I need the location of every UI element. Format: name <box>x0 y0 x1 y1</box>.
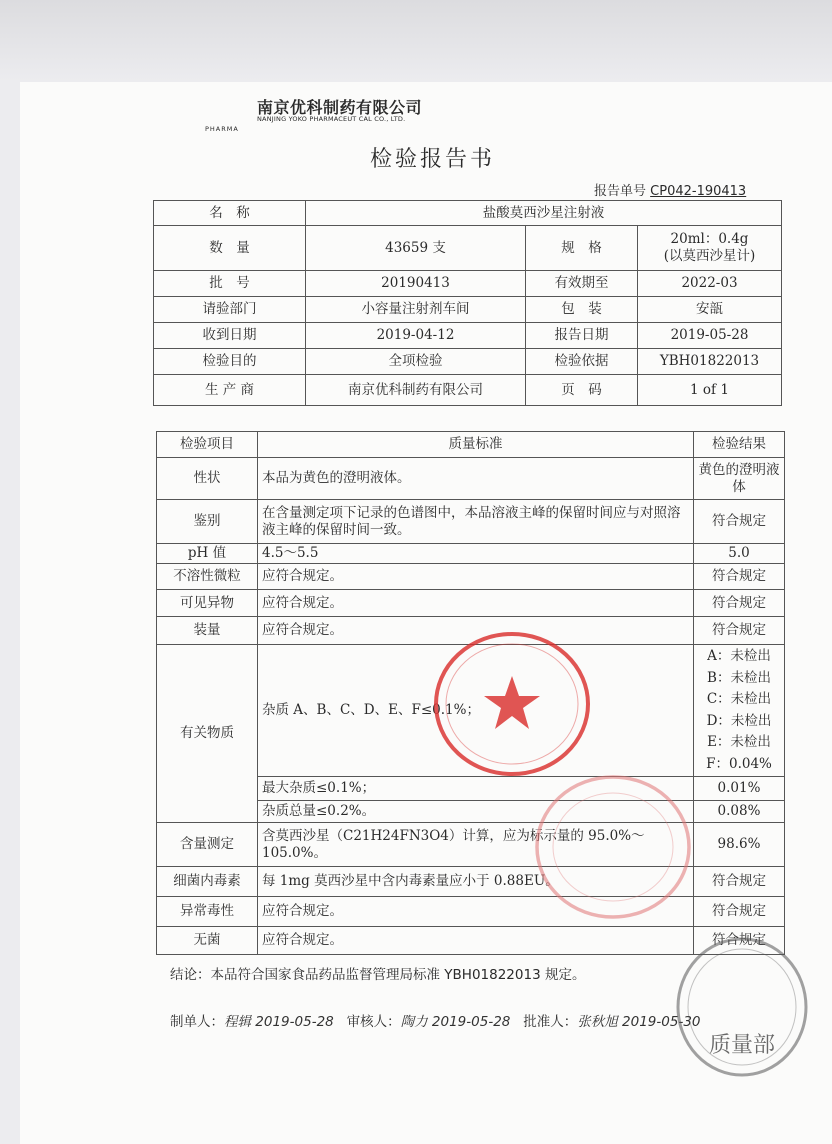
department-stamp-text: 质量部 <box>708 1033 776 1058</box>
recv-label: 收到日期 <box>154 323 306 349</box>
test-item: 无菌 <box>157 927 258 955</box>
signature-line <box>170 1010 810 1030</box>
result-impurity-c: C：未检出 <box>706 691 772 707</box>
report-number <box>594 180 746 199</box>
table-row <box>157 823 785 867</box>
test-result: 符合规定 <box>694 590 785 617</box>
maker-signature: 程辑 2019-05-28 <box>224 1014 334 1030</box>
info-table <box>153 200 782 406</box>
table-row <box>157 927 785 955</box>
test-standard: 最大杂质≤0.1%； <box>258 777 694 801</box>
result-impurity-a: A：未检出 <box>707 648 771 664</box>
test-standard: 4.5～5.5 <box>258 544 694 564</box>
test-result: 符合规定 <box>694 500 785 544</box>
test-result: 5.0 <box>694 544 785 564</box>
test-result: 0.01% <box>694 777 785 801</box>
conclusion: 结论：本品符合国家食品药品监督管理局标准 YBH01822013 规定。 <box>170 967 586 983</box>
tests-table <box>156 431 785 955</box>
spec-label: 规 格 <box>526 226 638 271</box>
test-result: 符合规定 <box>694 927 785 955</box>
company-pharma-mark: PHARMA <box>205 125 239 133</box>
company-name-en: NANJING YOKO PHARMACEUT CAL CO., LTD. <box>257 115 406 123</box>
test-standard: 每 1mg 莫西沙星中含内毒素量应小于 0.88EU。 <box>258 867 694 897</box>
test-result: 98.6% <box>694 823 785 867</box>
test-item: 有关物质 <box>157 645 258 823</box>
test-result: 符合规定 <box>694 897 785 927</box>
test-item: 可见异物 <box>157 590 258 617</box>
expiry-value: 2022-03 <box>638 271 782 297</box>
header-result: 检验结果 <box>694 432 785 458</box>
test-result: 黄色的澄明液体 <box>694 458 785 500</box>
test-standard: 本品为黄色的澄明液体。 <box>258 458 694 500</box>
test-result: 符合规定 <box>694 564 785 590</box>
maker-value: 南京优科制药有限公司 <box>306 375 526 406</box>
test-standard: 杂质总量≤0.2%。 <box>258 801 694 823</box>
pack-value: 安瓿 <box>638 297 782 323</box>
pack-label: 包 装 <box>526 297 638 323</box>
maker-label: 生 产 商 <box>154 375 306 406</box>
approver-signature: 张秋旭 2019-05-30 <box>577 1014 701 1030</box>
test-standard: 含莫西沙星（C21H24FN3O4）计算，应为标示量的 95.0%～105.0%。 <box>258 823 694 867</box>
name-label: 名 称 <box>154 201 306 226</box>
result-impurity-d: D：未检出 <box>706 712 772 729</box>
test-item: 装量 <box>157 617 258 645</box>
test-item: 性状 <box>157 458 258 500</box>
report-number-value: CP042-190413 <box>650 184 747 199</box>
dept-value: 小容量注射剂车间 <box>306 297 526 323</box>
table-row <box>157 564 785 590</box>
test-standard: 应符合规定。 <box>258 590 694 617</box>
dept-label: 请验部门 <box>154 297 306 323</box>
test-standard: 在含量测定项下记录的色谱图中，本品溶液主峰的保留时间应与对照溶液主峰的保留时间一致。 <box>258 500 694 544</box>
page-value: 1 of 1 <box>638 375 782 406</box>
table-row <box>157 645 785 777</box>
test-item: pH 值 <box>157 544 258 564</box>
table-row <box>157 617 785 645</box>
table-row <box>157 590 785 617</box>
test-standard: 应符合规定。 <box>258 617 694 645</box>
maker-sign-label: 制单人： <box>170 1014 224 1030</box>
test-item: 异常毒性 <box>157 897 258 927</box>
name-value: 盐酸莫西沙星注射液 <box>306 201 782 226</box>
result-impurity-f: F：0.04% <box>706 755 772 772</box>
document-title: 检验报告书 <box>370 147 496 172</box>
report-date-label: 报告日期 <box>526 323 638 349</box>
spec-value-line1: 20ml：0.4g <box>670 231 749 247</box>
basis-label: 检验依据 <box>526 349 638 375</box>
expiry-label: 有效期至 <box>526 271 638 297</box>
basis-value: YBH01822013 <box>638 349 782 375</box>
qty-value: 43659 支 <box>306 226 526 271</box>
test-item: 不溶性微粒 <box>157 564 258 590</box>
report-number-label: 报告单号 <box>594 184 647 199</box>
test-result: 0.08% <box>694 801 785 823</box>
test-result: 符合规定 <box>694 617 785 645</box>
report-date-value: 2019-05-28 <box>638 323 782 349</box>
test-item: 细菌内毒素 <box>157 867 258 897</box>
result-impurity-e: E：未检出 <box>707 734 771 750</box>
purpose-value: 全项检验 <box>306 349 526 375</box>
spec-value-line2: (以莫西沙星计) <box>663 248 756 264</box>
purpose-label: 检验目的 <box>154 349 306 375</box>
batch-value: 20190413 <box>306 271 526 297</box>
test-result: 符合规定 <box>694 867 785 897</box>
test-standard: 杂质 A、B、C、D、E、F≤0.1%； <box>258 645 694 777</box>
test-standard: 应符合规定。 <box>258 927 694 955</box>
table-row <box>157 544 785 564</box>
batch-label: 批 号 <box>154 271 306 297</box>
test-item: 含量测定 <box>157 823 258 867</box>
scan-top-band <box>0 0 832 82</box>
header-standard: 质量标准 <box>258 432 694 458</box>
recv-value: 2019-04-12 <box>306 323 526 349</box>
table-row <box>157 500 785 544</box>
result-impurity-b: B：未检出 <box>707 669 771 686</box>
spec-value <box>638 226 782 271</box>
reviewer-sign-label: 审核人： <box>346 1014 401 1030</box>
approver-sign-label: 批准人： <box>523 1014 578 1030</box>
qty-label: 数 量 <box>154 226 306 271</box>
table-row <box>157 897 785 927</box>
page-label: 页 码 <box>526 375 638 406</box>
test-item: 鉴别 <box>157 500 258 544</box>
reviewer-signature: 陶力 2019-05-28 <box>400 1014 511 1030</box>
table-row <box>157 458 785 500</box>
table-row <box>157 867 785 897</box>
test-standard: 应符合规定。 <box>258 897 694 927</box>
company-name-cn: 南京优科制药有限公司 <box>257 98 423 117</box>
test-result <box>694 645 785 777</box>
header-item: 检验项目 <box>157 432 258 458</box>
test-standard: 应符合规定。 <box>258 564 694 590</box>
